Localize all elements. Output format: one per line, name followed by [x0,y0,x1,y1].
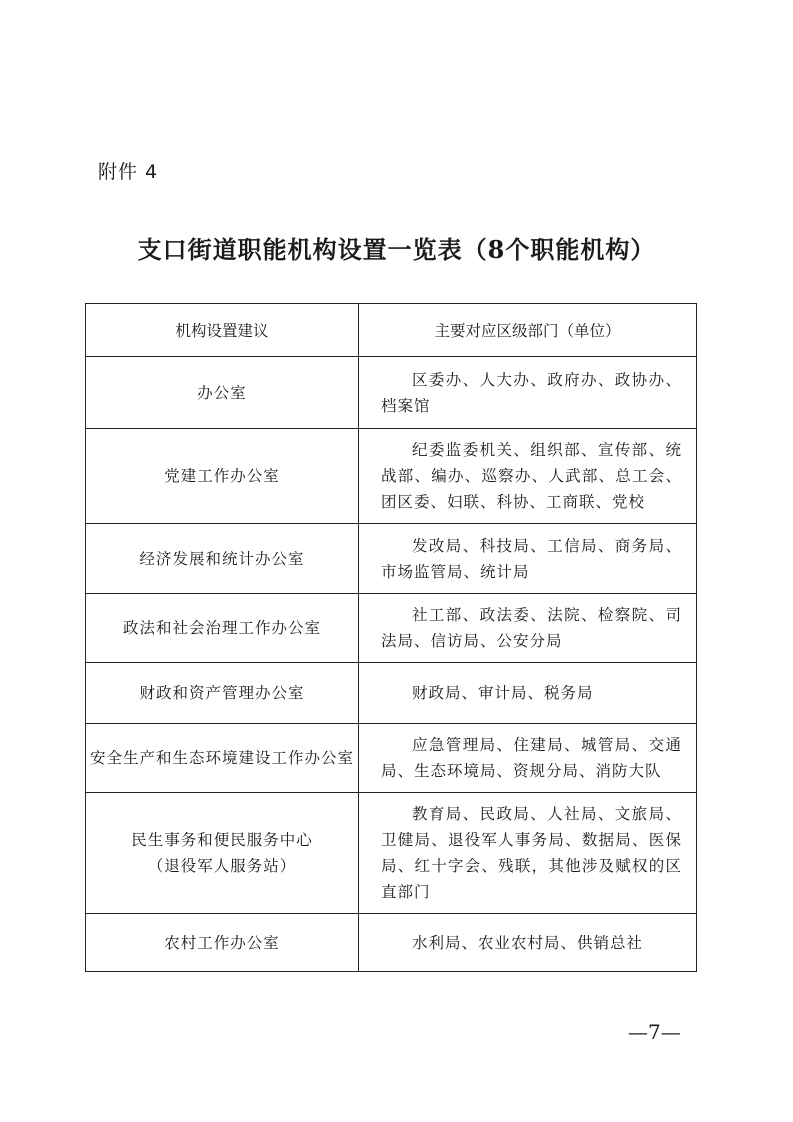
table-row [86,914,697,972]
org-name: 财政和资产管理办公室 [86,663,359,724]
header-departments: 主要对应区级部门（单位） [359,304,697,357]
table-row [86,524,697,594]
table-row [86,429,697,524]
org-name: 农村工作办公室 [86,914,359,972]
table-header-row [86,304,697,357]
table-row [86,594,697,663]
attachment-label: 附件 4 [98,161,159,183]
table-row [86,724,697,793]
page-number: —7— [628,1020,681,1044]
org-name: 政法和社会治理工作办公室 [86,594,359,663]
dept-list: 应急管理局、住建局、城管局、交通局、生态环境局、资规分局、消防大队 [359,724,697,793]
org-name: 经济发展和统计办公室 [86,524,359,594]
org-name-cell [86,793,359,914]
table-row [86,663,697,724]
dept-list: 财政局、审计局、税务局 [359,663,697,724]
dept-list: 纪委监委机关、组织部、宣传部、统战部、编办、巡察办、人武部、总工会、团区委、妇联、科协、工商联、党校 [359,429,697,524]
dept-list: 水利局、农业农村局、供销总社 [359,914,697,972]
org-name: 党建工作办公室 [86,429,359,524]
org-name: 安全生产和生态环境建设工作办公室 [86,724,359,793]
org-name: 民生事务和便民服务中心 [131,831,313,849]
table-row [86,793,697,914]
dept-list: 发改局、科技局、工信局、商务局、市场监管局、统计局 [359,524,697,594]
dept-list: 区委办、人大办、政府办、政协办、档案馆 [359,357,697,429]
org-name-subtitle: （退役军人服务站） [147,857,297,875]
header-org-suggestion: 机构设置建议 [86,304,359,357]
org-table [85,303,697,972]
table-row [86,357,697,429]
org-name: 办公室 [86,357,359,429]
dept-list: 教育局、民政局、人社局、文旅局、卫健局、退役军人事务局、数据局、医保局、红十字会、残联，其他涉及赋权的区直部门 [359,793,697,914]
dept-list: 社工部、政法委、法院、检察院、司法局、信访局、公安分局 [359,594,697,663]
document-title: 支口街道职能机构设置一览表（8个职能机构） [137,235,656,264]
